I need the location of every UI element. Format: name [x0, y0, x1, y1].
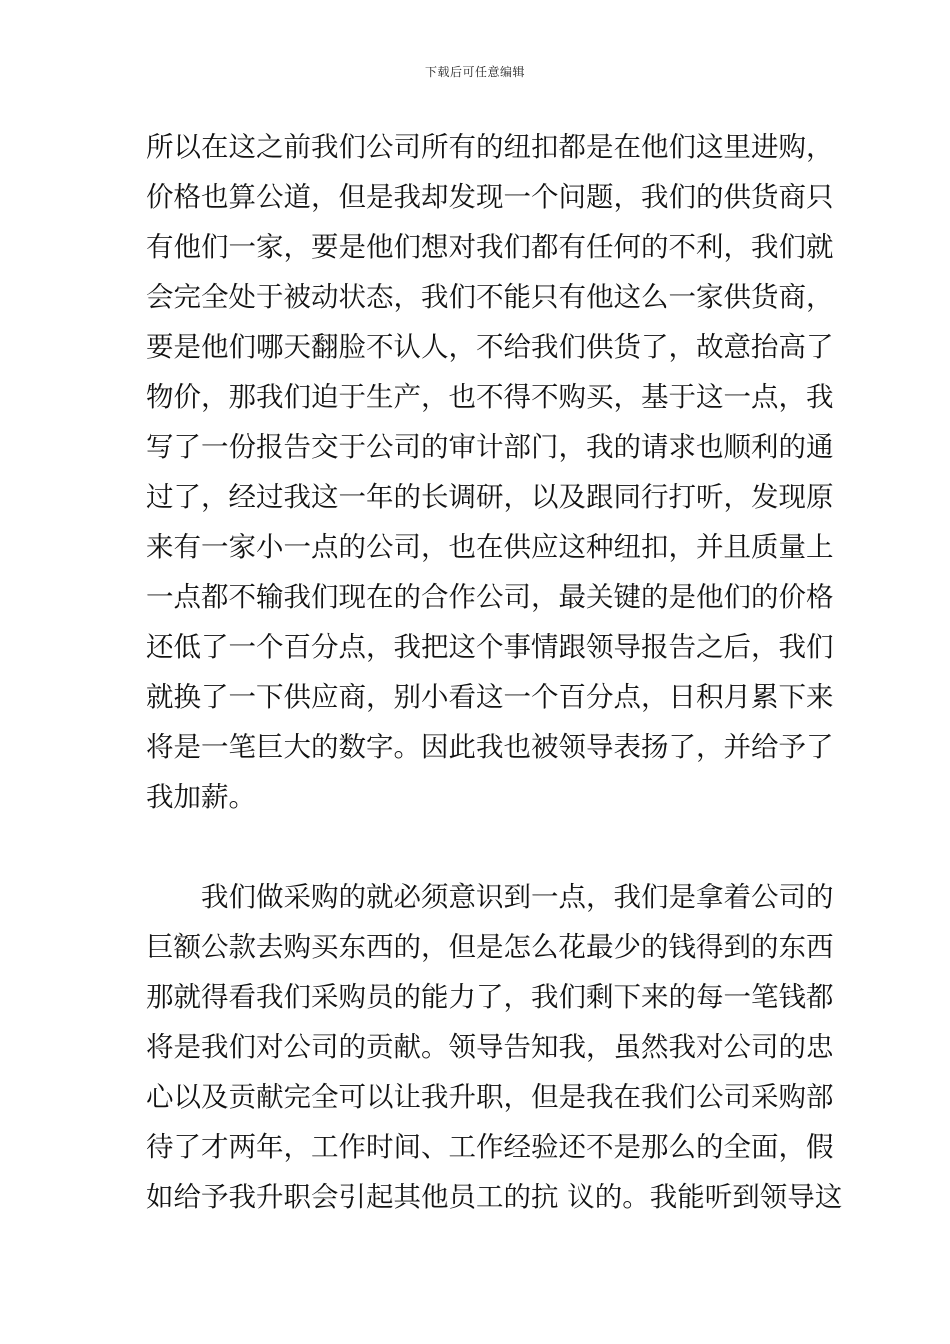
text-line: 将是我们对公司的贡献。领导告知我，虽然我对公司的忠: [146, 1031, 834, 1063]
text-line: 有他们一家，要是他们想对我们都有任何的不利，我们就: [146, 231, 834, 263]
text-line: 会完全处于被动状态，我们不能只有他这么一家供货商，: [146, 281, 834, 313]
text-line: 巨额公款去购买东西的，但是怎么花最少的钱得到的东西: [146, 931, 834, 963]
text-line: 将是一笔巨大的数字。因此我也被领导表扬了，并给予了: [146, 731, 834, 763]
paragraph-spacer: [146, 822, 810, 872]
text-line: 要是他们哪天翻脸不认人，不给我们供货了，故意抬高了: [146, 331, 834, 363]
text-line: 如给予我升职会引起其他员工的抗 议的。我能听到领导这: [146, 1181, 843, 1213]
text-line: 还低了一个百分点，我把这个事情跟领导报告之后，我们: [146, 631, 834, 663]
text-line: 物价，那我们迫于生产，也不得不购买，基于这一点，我: [146, 381, 834, 413]
text-line: 过了，经过我这一年的长调研，以及跟同行打听，发现原: [146, 481, 834, 513]
text-line: 我加薪。: [146, 781, 256, 813]
text-line: 所以在这之前我们公司所有的纽扣都是在他们这里进购，: [146, 131, 834, 163]
text-line: 那就得看我们采购员的能力了，我们剩下来的每一笔钱都: [146, 981, 834, 1013]
text-line: 我们做采购的就必须意识到一点，我们是拿着公司的: [201, 881, 834, 913]
text-line: 待了才两年，工作时间、工作经验还不是那么的全面，假: [146, 1131, 834, 1163]
text-line: 一点都不输我们现在的合作公司，最关键的是他们的价格: [146, 581, 834, 613]
text-line: 来有一家小一点的公司，也在供应这种纽扣，并且质量上: [146, 531, 834, 563]
text-line: 写了一份报告交于公司的审计部门，我的请求也顺利的通: [146, 431, 834, 463]
page-header: 下载后可任意编辑: [424, 65, 525, 79]
document-body: [146, 122, 843, 1222]
text-line: 就换了一下供应商，别小看这一个百分点，日积月累下来: [146, 681, 834, 713]
text-line: 价格也算公道，但是我却发现一个问题，我们的供货商只: [146, 181, 834, 213]
text-line: 心以及贡献完全可以让我升职，但是我在我们公司采购部: [146, 1081, 834, 1113]
paragraph-2: [146, 872, 843, 1222]
paragraph-1: [146, 122, 834, 822]
